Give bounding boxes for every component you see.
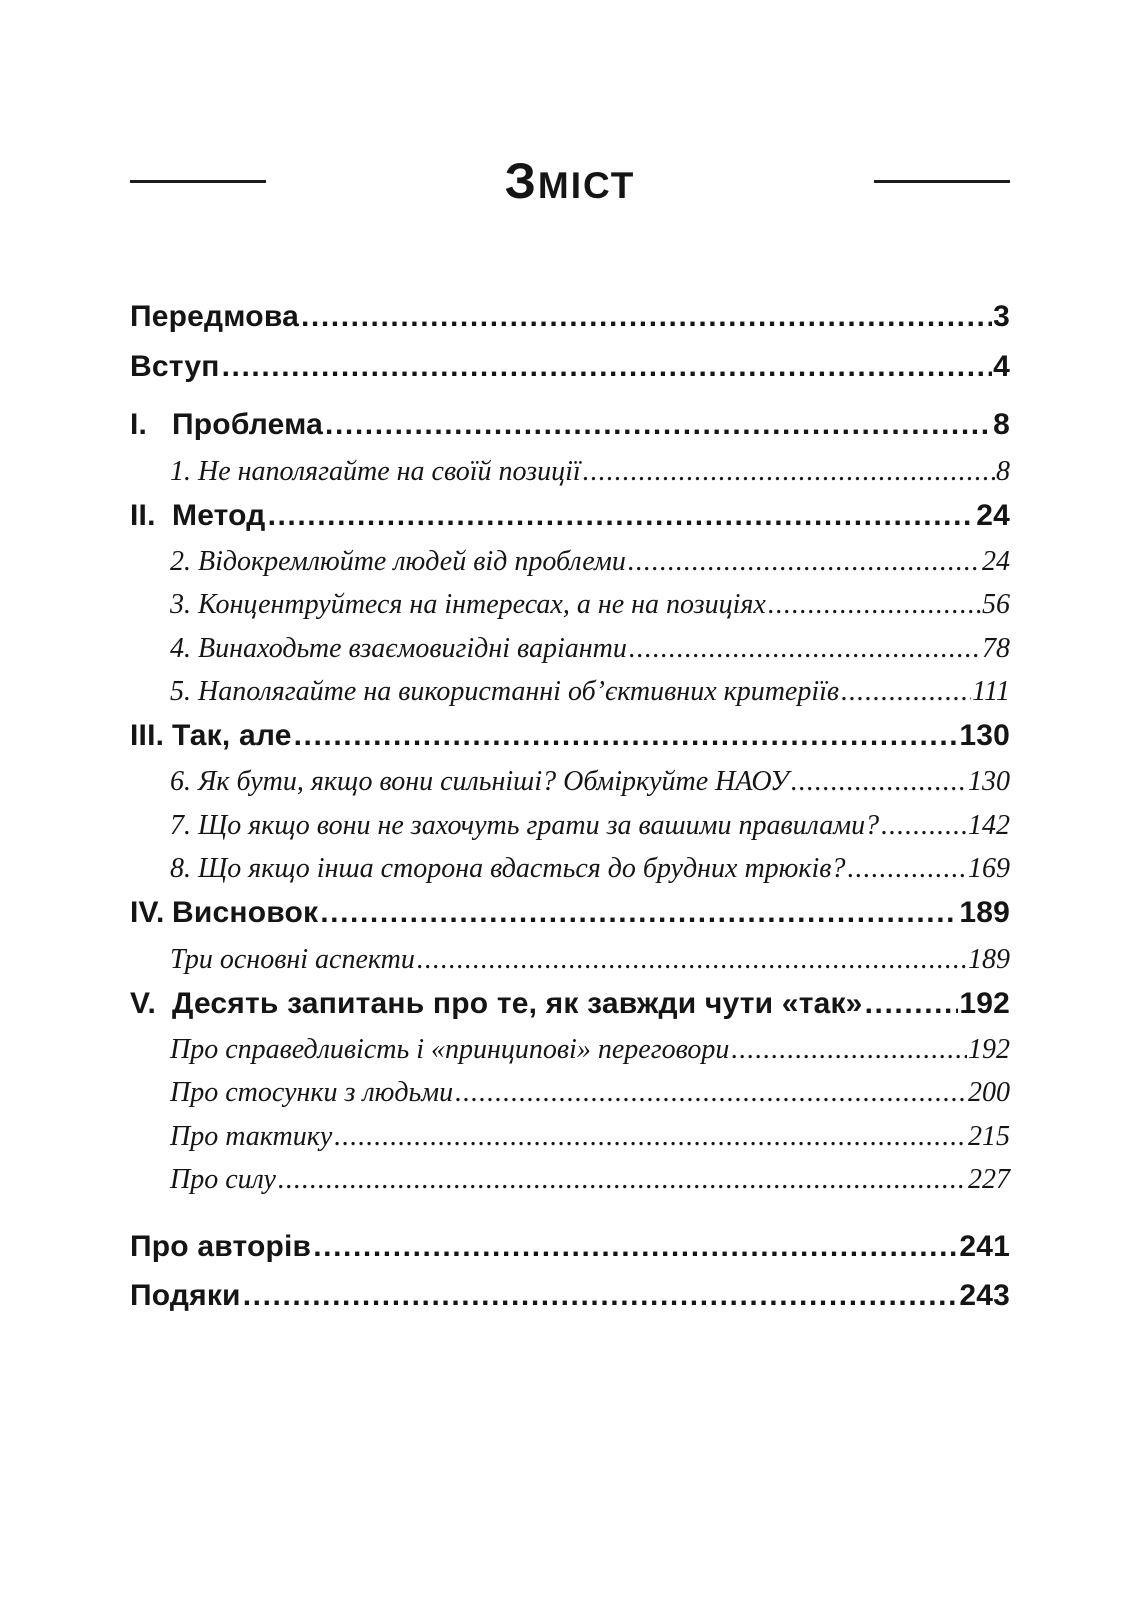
part-numeral: II. <box>130 498 156 532</box>
dot-leader <box>334 1121 967 1153</box>
dot-leader <box>768 589 981 621</box>
toc-entry-label: Про тактику <box>170 1120 333 1152</box>
toc-entry-label: Висновок <box>172 896 319 929</box>
page-number: 241 <box>959 1229 1010 1263</box>
page-title-initial: З <box>504 153 538 209</box>
toc-entry-label: 7. Що якщо вони не захочуть грати за вашими правилами? <box>170 809 880 841</box>
title-rule-right <box>874 180 1010 183</box>
toc-entry-label: Подяки <box>130 1279 241 1313</box>
dot-leader <box>222 350 993 385</box>
page-number: 24 <box>976 498 1010 532</box>
page-number: 130 <box>968 766 1010 798</box>
toc-sub-item <box>170 1164 1010 1196</box>
toc-entry-label: Так, але <box>172 718 292 752</box>
page-number: 142 <box>968 809 1010 841</box>
page-number: 24 <box>982 546 1010 578</box>
dot-leader <box>731 1034 967 1066</box>
dot-leader <box>417 944 967 976</box>
dot-leader <box>243 1279 959 1314</box>
toc-sub-item <box>170 589 1010 621</box>
toc-entry-label: Про силу <box>170 1163 276 1195</box>
toc-sub-item <box>170 853 1010 885</box>
toc-entry-label: Три основні аспекти <box>170 943 415 975</box>
page-number: 169 <box>968 852 1010 884</box>
toc-entry-label: Метод <box>172 498 266 532</box>
page-number: 192 <box>968 1034 1010 1066</box>
toc-entry-label: 4. Винаходьте взаємовигідні варіанти <box>170 632 627 664</box>
toc-sub-item <box>170 1034 1010 1066</box>
toc-row <box>130 300 1010 335</box>
part-numeral: V. <box>130 986 156 1020</box>
toc-entry-label: Передмова <box>130 300 299 333</box>
toc-sub-item <box>170 633 1010 665</box>
toc-list <box>130 300 1010 1314</box>
page-number: 111 <box>972 675 1010 707</box>
dot-leader <box>847 853 967 885</box>
page-number: 8 <box>993 408 1010 441</box>
dot-leader <box>881 810 967 842</box>
toc-sub-item <box>170 676 1010 708</box>
page-number: 78 <box>982 632 1010 664</box>
page-number: 4 <box>993 349 1010 383</box>
toc-entry-label: Про стосунки з людьми <box>170 1077 454 1109</box>
page-number: 215 <box>968 1120 1010 1152</box>
page-number: 200 <box>968 1077 1010 1109</box>
toc-entry-label: Про справедливість і «принципові» переговори <box>170 1034 730 1066</box>
dot-leader <box>320 896 958 931</box>
page-number: 243 <box>959 1279 1010 1313</box>
page-number: 8 <box>996 455 1010 487</box>
page-title <box>266 153 874 209</box>
toc-row <box>130 1279 1010 1314</box>
dot-leader <box>278 1164 967 1196</box>
toc-entry-label: 6. Як бути, якщо вони сильніші? Обміркуйте НАОУ <box>170 766 789 798</box>
toc-sub-item <box>170 456 1010 488</box>
toc-entry-label: 1. Не наполягайте на своїй позиції <box>170 455 581 487</box>
part-numeral: I. <box>130 408 148 441</box>
title-rule-left <box>130 180 266 183</box>
toc-sub-item <box>170 1077 1010 1109</box>
page-number: 130 <box>959 718 1010 752</box>
dot-leader <box>325 408 992 443</box>
toc-part-heading <box>130 987 1010 1022</box>
toc-entry-label: Проблема <box>172 408 324 441</box>
toc-part-heading <box>130 408 1010 443</box>
part-numeral: III. <box>130 718 165 752</box>
page-title-rest: МІСТ <box>537 165 636 206</box>
toc-part-heading <box>130 499 1010 534</box>
toc-back-matter <box>130 1230 1010 1314</box>
toc-sub-item <box>170 546 1010 578</box>
toc-entry-label: 3. Концентруйтеся на інтересах, а не на позиціях <box>170 589 766 621</box>
page-number: 3 <box>993 300 1010 333</box>
dot-leader <box>791 766 967 798</box>
dot-leader <box>583 456 995 488</box>
toc-sub-item <box>170 766 1010 798</box>
dot-leader <box>455 1077 967 1109</box>
toc-entry-label: 8. Що якщо інша сторона вдасться до брудних трюків? <box>170 852 846 884</box>
title-block <box>130 153 1010 209</box>
dot-leader <box>629 633 981 665</box>
toc-front-matter <box>130 300 1010 384</box>
toc-sub-item <box>170 1121 1010 1153</box>
toc-entry-label: 5. Наполягайте на використанні об’єктивних критеріїв <box>170 675 840 707</box>
toc-row <box>130 1230 1010 1265</box>
page-number: 227 <box>968 1163 1010 1195</box>
toc-part-heading <box>130 896 1010 931</box>
toc-entry-label: Вступ <box>130 349 220 383</box>
toc-row <box>130 350 1010 385</box>
toc-entry-label: 2. Відокремлюйте людей від проблеми <box>170 546 626 578</box>
dot-leader <box>628 546 981 578</box>
page-number: 189 <box>968 943 1010 975</box>
page-number: 192 <box>959 986 1010 1020</box>
dot-leader <box>865 987 959 1022</box>
dot-leader <box>268 499 976 534</box>
toc-part-heading <box>130 719 1010 754</box>
dot-leader <box>294 719 959 754</box>
toc-sub-item <box>170 810 1010 842</box>
toc-entry-label: Десять запитань про те, як завжди чути «так» <box>172 986 863 1020</box>
page-number: 56 <box>982 589 1010 621</box>
dot-leader <box>313 1230 958 1265</box>
toc-entry-label: Про авторів <box>130 1229 312 1263</box>
page-number: 189 <box>959 896 1010 929</box>
dot-leader <box>301 300 992 335</box>
part-numeral: IV. <box>130 896 165 929</box>
toc-sub-item <box>170 944 1010 976</box>
dot-leader <box>841 676 971 708</box>
